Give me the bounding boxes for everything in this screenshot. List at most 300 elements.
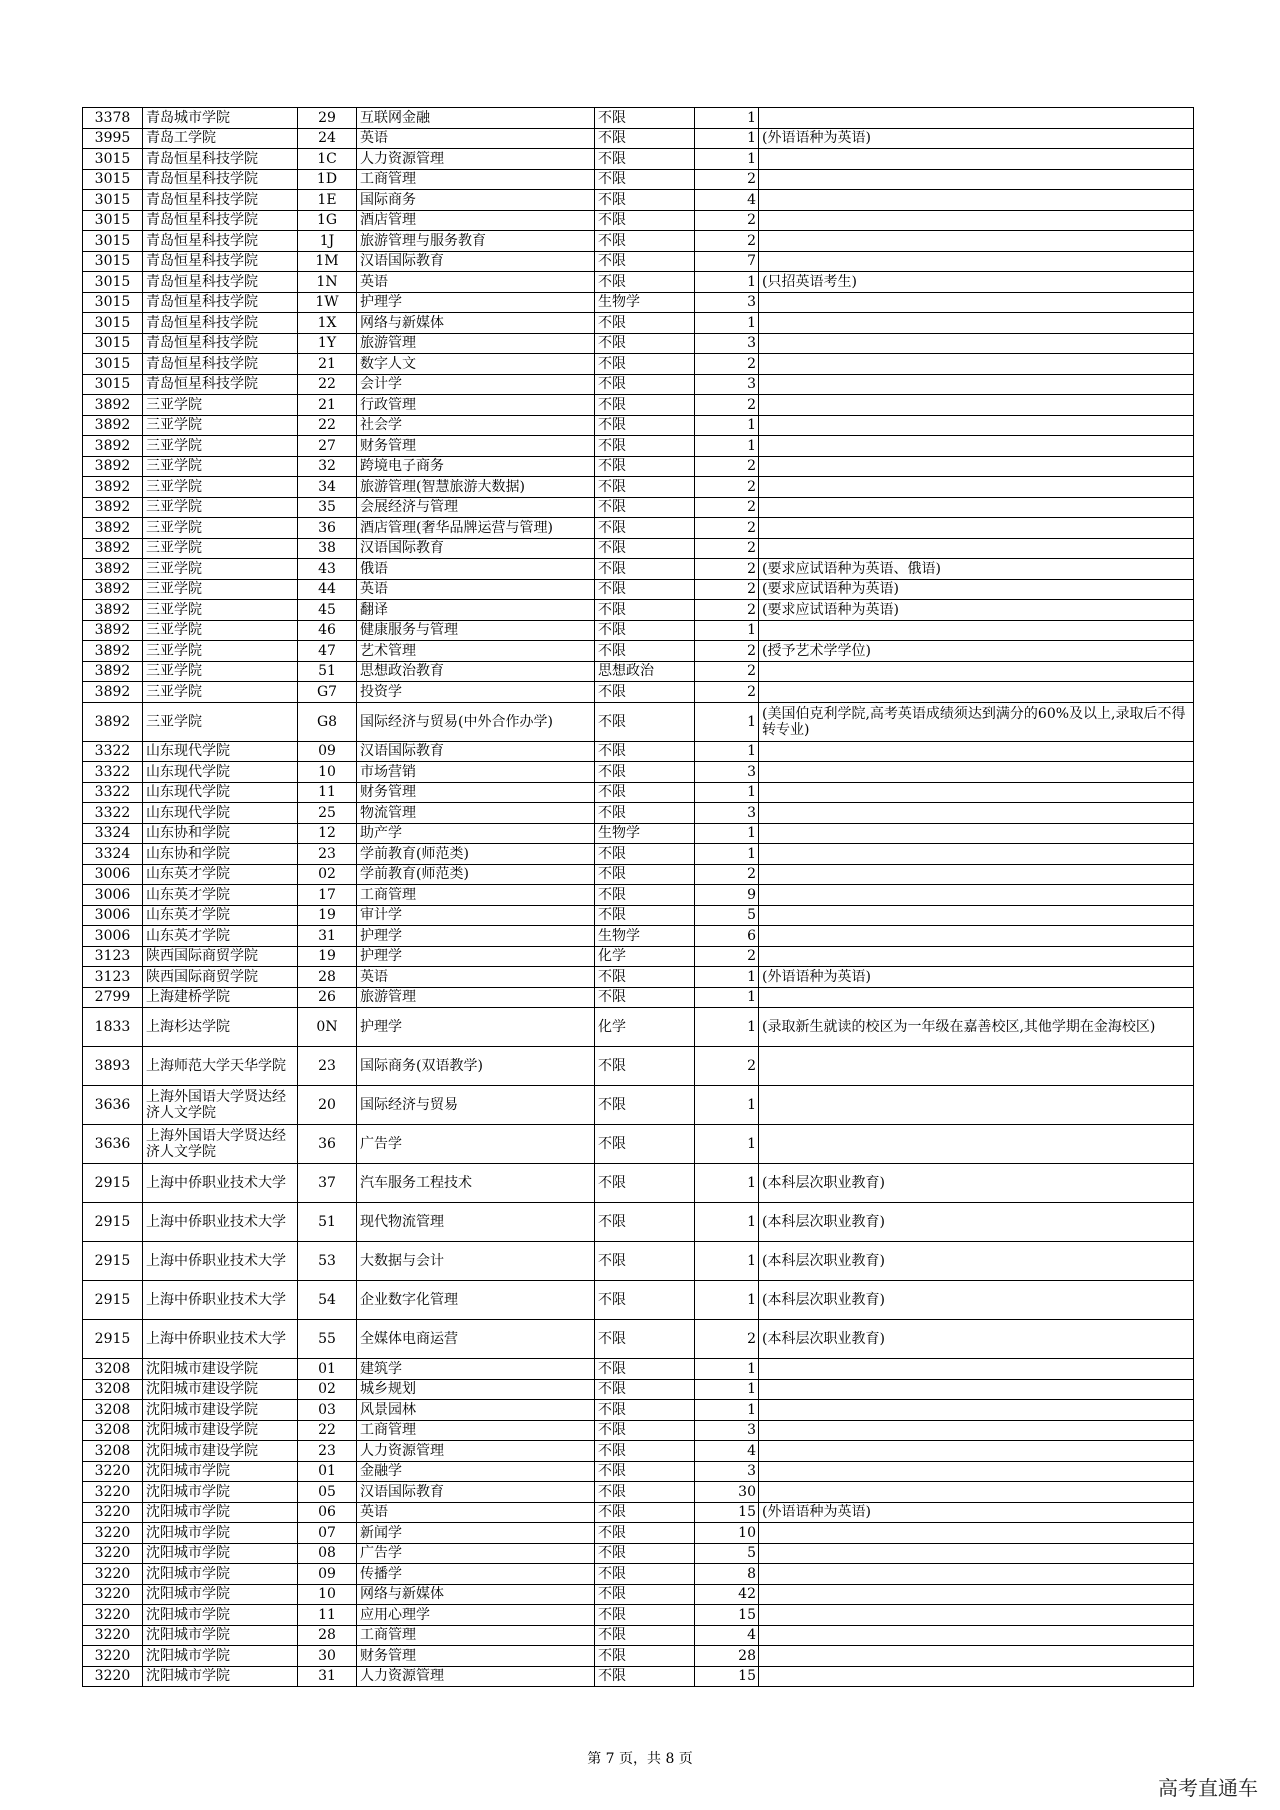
plan-count-cell: 1 bbox=[695, 313, 759, 334]
school-code-cell: 3892 bbox=[83, 395, 143, 416]
admission-plan-table bbox=[82, 107, 1194, 1687]
school-code-cell: 2915 bbox=[83, 1203, 143, 1242]
remarks-cell bbox=[759, 395, 1194, 416]
table-row bbox=[83, 149, 1194, 170]
remarks-cell bbox=[759, 1420, 1194, 1441]
major-code-cell: 21 bbox=[298, 354, 357, 375]
remarks-cell: (本科层次职业教育) bbox=[759, 1320, 1194, 1359]
major-code-cell: 45 bbox=[298, 600, 357, 621]
school-name-cell: 沈阳城市学院 bbox=[143, 1605, 298, 1626]
table-row bbox=[83, 559, 1194, 580]
remarks-cell bbox=[759, 415, 1194, 436]
school-code-cell: 3220 bbox=[83, 1646, 143, 1667]
table-row bbox=[83, 1359, 1194, 1380]
plan-count-cell: 2 bbox=[695, 600, 759, 621]
remarks-cell: (本科层次职业教育) bbox=[759, 1203, 1194, 1242]
school-name-cell: 三亚学院 bbox=[143, 415, 298, 436]
major-name-cell: 城乡规划 bbox=[357, 1379, 595, 1400]
school-name-cell: 三亚学院 bbox=[143, 518, 298, 539]
subject-requirement-cell: 不限 bbox=[595, 1625, 695, 1646]
remarks-cell bbox=[759, 1086, 1194, 1125]
plan-count-cell: 3 bbox=[695, 1420, 759, 1441]
table-row bbox=[83, 456, 1194, 477]
table-row bbox=[83, 333, 1194, 354]
remarks-cell bbox=[759, 844, 1194, 865]
school-name-cell: 青岛恒星科技学院 bbox=[143, 169, 298, 190]
subject-requirement-cell: 不限 bbox=[595, 1086, 695, 1125]
remarks-cell: (外语语种为英语) bbox=[759, 128, 1194, 149]
school-code-cell: 3015 bbox=[83, 149, 143, 170]
major-name-cell: 广告学 bbox=[357, 1125, 595, 1164]
plan-count-cell: 1 bbox=[695, 620, 759, 641]
subject-requirement-cell: 不限 bbox=[595, 579, 695, 600]
major-name-cell: 人力资源管理 bbox=[357, 149, 595, 170]
major-code-cell: 03 bbox=[298, 1400, 357, 1421]
subject-requirement-cell: 不限 bbox=[595, 1543, 695, 1564]
plan-count-cell: 4 bbox=[695, 1625, 759, 1646]
school-code-cell: 3220 bbox=[83, 1564, 143, 1585]
school-name-cell: 沈阳城市学院 bbox=[143, 1564, 298, 1585]
table-row bbox=[83, 946, 1194, 967]
school-code-cell: 3378 bbox=[83, 108, 143, 129]
school-code-cell: 3220 bbox=[83, 1461, 143, 1482]
table-row bbox=[83, 967, 1194, 988]
plan-count-cell: 5 bbox=[695, 905, 759, 926]
major-code-cell: 28 bbox=[298, 967, 357, 988]
major-code-cell: 1Y bbox=[298, 333, 357, 354]
major-name-cell: 健康服务与管理 bbox=[357, 620, 595, 641]
school-code-cell: 3015 bbox=[83, 313, 143, 334]
subject-requirement-cell: 不限 bbox=[595, 1164, 695, 1203]
major-code-cell: 22 bbox=[298, 415, 357, 436]
school-name-cell: 上海外国语大学贤达经济人文学院 bbox=[143, 1125, 298, 1164]
plan-count-cell: 2 bbox=[695, 518, 759, 539]
plan-count-cell: 1 bbox=[695, 823, 759, 844]
subject-requirement-cell: 不限 bbox=[595, 559, 695, 580]
plan-count-cell: 2 bbox=[695, 946, 759, 967]
table-row bbox=[83, 661, 1194, 682]
school-name-cell: 三亚学院 bbox=[143, 620, 298, 641]
subject-requirement-cell: 不限 bbox=[595, 1420, 695, 1441]
plan-count-cell: 2 bbox=[695, 579, 759, 600]
remarks-cell bbox=[759, 333, 1194, 354]
table-row bbox=[83, 354, 1194, 375]
school-name-cell: 三亚学院 bbox=[143, 395, 298, 416]
table-row bbox=[83, 210, 1194, 231]
major-code-cell: 21 bbox=[298, 395, 357, 416]
school-name-cell: 青岛恒星科技学院 bbox=[143, 272, 298, 293]
table-row bbox=[83, 762, 1194, 783]
major-code-cell: 23 bbox=[298, 844, 357, 865]
school-code-cell: 3324 bbox=[83, 823, 143, 844]
major-name-cell: 翻译 bbox=[357, 600, 595, 621]
major-code-cell: 09 bbox=[298, 1564, 357, 1585]
remarks-cell bbox=[759, 823, 1194, 844]
major-name-cell: 网络与新媒体 bbox=[357, 313, 595, 334]
major-code-cell: 35 bbox=[298, 497, 357, 518]
school-name-cell: 青岛恒星科技学院 bbox=[143, 190, 298, 211]
school-code-cell: 3015 bbox=[83, 292, 143, 313]
major-name-cell: 旅游管理(智慧旅游大数据) bbox=[357, 477, 595, 498]
major-name-cell: 英语 bbox=[357, 967, 595, 988]
table-row bbox=[83, 702, 1194, 741]
table-row bbox=[83, 1482, 1194, 1503]
major-name-cell: 物流管理 bbox=[357, 803, 595, 824]
school-name-cell: 沈阳城市建设学院 bbox=[143, 1379, 298, 1400]
subject-requirement-cell: 不限 bbox=[595, 395, 695, 416]
table-row bbox=[83, 1441, 1194, 1462]
table-row bbox=[83, 782, 1194, 803]
school-code-cell: 3220 bbox=[83, 1482, 143, 1503]
plan-count-cell: 1 bbox=[695, 436, 759, 457]
major-name-cell: 财务管理 bbox=[357, 1646, 595, 1667]
subject-requirement-cell: 不限 bbox=[595, 864, 695, 885]
remarks-cell bbox=[759, 885, 1194, 906]
remarks-cell bbox=[759, 477, 1194, 498]
school-code-cell: 3015 bbox=[83, 333, 143, 354]
subject-requirement-cell: 不限 bbox=[595, 1441, 695, 1462]
subject-requirement-cell: 不限 bbox=[595, 682, 695, 703]
school-name-cell: 三亚学院 bbox=[143, 456, 298, 477]
school-code-cell: 3892 bbox=[83, 436, 143, 457]
subject-requirement-cell: 不限 bbox=[595, 641, 695, 662]
major-name-cell: 建筑学 bbox=[357, 1359, 595, 1380]
plan-count-cell: 1 bbox=[695, 128, 759, 149]
school-name-cell: 山东现代学院 bbox=[143, 782, 298, 803]
table-row bbox=[83, 926, 1194, 947]
school-name-cell: 山东协和学院 bbox=[143, 844, 298, 865]
table-row bbox=[83, 885, 1194, 906]
school-name-cell: 上海中侨职业技术大学 bbox=[143, 1242, 298, 1281]
school-code-cell: 3220 bbox=[83, 1605, 143, 1626]
major-code-cell: 26 bbox=[298, 987, 357, 1008]
remarks-cell bbox=[759, 905, 1194, 926]
school-code-cell: 2915 bbox=[83, 1320, 143, 1359]
remarks-cell bbox=[759, 497, 1194, 518]
school-code-cell: 3322 bbox=[83, 782, 143, 803]
plan-count-cell: 2 bbox=[695, 661, 759, 682]
school-name-cell: 三亚学院 bbox=[143, 436, 298, 457]
school-code-cell: 3636 bbox=[83, 1125, 143, 1164]
major-name-cell: 国际商务(双语教学) bbox=[357, 1047, 595, 1086]
plan-count-cell: 1 bbox=[695, 741, 759, 762]
school-code-cell: 3220 bbox=[83, 1543, 143, 1564]
school-code-cell: 3015 bbox=[83, 190, 143, 211]
major-name-cell: 英语 bbox=[357, 128, 595, 149]
table-row bbox=[83, 436, 1194, 457]
remarks-cell bbox=[759, 1605, 1194, 1626]
major-name-cell: 国际经济与贸易 bbox=[357, 1086, 595, 1125]
major-name-cell: 旅游管理 bbox=[357, 333, 595, 354]
school-code-cell: 3123 bbox=[83, 946, 143, 967]
school-name-cell: 陕西国际商贸学院 bbox=[143, 967, 298, 988]
plan-count-cell: 1 bbox=[695, 1379, 759, 1400]
plan-count-cell: 28 bbox=[695, 1646, 759, 1667]
major-code-cell: 37 bbox=[298, 1164, 357, 1203]
plan-count-cell: 3 bbox=[695, 762, 759, 783]
school-code-cell: 3006 bbox=[83, 885, 143, 906]
major-code-cell: 19 bbox=[298, 905, 357, 926]
school-code-cell: 3892 bbox=[83, 600, 143, 621]
major-code-cell: 1N bbox=[298, 272, 357, 293]
major-code-cell: 12 bbox=[298, 823, 357, 844]
plan-count-cell: 3 bbox=[695, 803, 759, 824]
major-name-cell: 工商管理 bbox=[357, 169, 595, 190]
plan-count-cell: 30 bbox=[695, 1482, 759, 1503]
plan-count-cell: 2 bbox=[695, 1047, 759, 1086]
major-code-cell: 27 bbox=[298, 436, 357, 457]
remarks-cell bbox=[759, 518, 1194, 539]
school-code-cell: 3006 bbox=[83, 926, 143, 947]
school-name-cell: 山东现代学院 bbox=[143, 762, 298, 783]
table-row bbox=[83, 641, 1194, 662]
subject-requirement-cell: 不限 bbox=[595, 1320, 695, 1359]
subject-requirement-cell: 不限 bbox=[595, 844, 695, 865]
school-name-cell: 沈阳城市学院 bbox=[143, 1584, 298, 1605]
school-name-cell: 沈阳城市建设学院 bbox=[143, 1359, 298, 1380]
major-name-cell: 新闻学 bbox=[357, 1523, 595, 1544]
plan-count-cell: 1 bbox=[695, 782, 759, 803]
major-name-cell: 工商管理 bbox=[357, 1420, 595, 1441]
subject-requirement-cell: 不限 bbox=[595, 272, 695, 293]
plan-count-cell: 2 bbox=[695, 682, 759, 703]
school-name-cell: 青岛恒星科技学院 bbox=[143, 149, 298, 170]
school-code-cell: 3220 bbox=[83, 1625, 143, 1646]
table-row bbox=[83, 538, 1194, 559]
table-row bbox=[83, 741, 1194, 762]
major-name-cell: 酒店管理 bbox=[357, 210, 595, 231]
major-name-cell: 护理学 bbox=[357, 946, 595, 967]
major-name-cell: 互联网金融 bbox=[357, 108, 595, 129]
subject-requirement-cell: 不限 bbox=[595, 600, 695, 621]
school-name-cell: 沈阳城市建设学院 bbox=[143, 1400, 298, 1421]
school-name-cell: 上海建桥学院 bbox=[143, 987, 298, 1008]
major-name-cell: 风景园林 bbox=[357, 1400, 595, 1421]
subject-requirement-cell: 不限 bbox=[595, 313, 695, 334]
school-name-cell: 沈阳城市学院 bbox=[143, 1502, 298, 1523]
subject-requirement-cell: 思想政治 bbox=[595, 661, 695, 682]
major-name-cell: 旅游管理与服务教育 bbox=[357, 231, 595, 252]
plan-count-cell: 5 bbox=[695, 1543, 759, 1564]
school-name-cell: 沈阳城市建设学院 bbox=[143, 1441, 298, 1462]
school-name-cell: 沈阳城市学院 bbox=[143, 1625, 298, 1646]
plan-count-cell: 2 bbox=[695, 477, 759, 498]
subject-requirement-cell: 不限 bbox=[595, 762, 695, 783]
table-row bbox=[83, 1125, 1194, 1164]
subject-requirement-cell: 不限 bbox=[595, 1523, 695, 1544]
major-code-cell: 22 bbox=[298, 374, 357, 395]
school-name-cell: 上海杉达学院 bbox=[143, 1008, 298, 1047]
table-row bbox=[83, 844, 1194, 865]
plan-count-cell: 2 bbox=[695, 354, 759, 375]
subject-requirement-cell: 不限 bbox=[595, 803, 695, 824]
major-name-cell: 护理学 bbox=[357, 292, 595, 313]
major-code-cell: 51 bbox=[298, 1203, 357, 1242]
plan-count-cell: 2 bbox=[695, 169, 759, 190]
plan-count-cell: 3 bbox=[695, 292, 759, 313]
table-row bbox=[83, 1420, 1194, 1441]
subject-requirement-cell: 不限 bbox=[595, 415, 695, 436]
school-code-cell: 3892 bbox=[83, 497, 143, 518]
plan-count-cell: 15 bbox=[695, 1605, 759, 1626]
remarks-cell bbox=[759, 231, 1194, 252]
table-row bbox=[83, 1543, 1194, 1564]
school-name-cell: 沈阳城市学院 bbox=[143, 1666, 298, 1687]
table-row bbox=[83, 1666, 1194, 1687]
major-code-cell: G7 bbox=[298, 682, 357, 703]
major-name-cell: 汉语国际教育 bbox=[357, 1482, 595, 1503]
major-name-cell: 审计学 bbox=[357, 905, 595, 926]
remarks-cell bbox=[759, 149, 1194, 170]
school-name-cell: 沈阳城市学院 bbox=[143, 1461, 298, 1482]
major-name-cell: 汉语国际教育 bbox=[357, 538, 595, 559]
school-code-cell: 3015 bbox=[83, 231, 143, 252]
school-name-cell: 青岛城市学院 bbox=[143, 108, 298, 129]
major-code-cell: 06 bbox=[298, 1502, 357, 1523]
school-code-cell: 3892 bbox=[83, 641, 143, 662]
major-code-cell: G8 bbox=[298, 702, 357, 741]
table-row bbox=[83, 190, 1194, 211]
school-name-cell: 山东协和学院 bbox=[143, 823, 298, 844]
subject-requirement-cell: 不限 bbox=[595, 741, 695, 762]
subject-requirement-cell: 不限 bbox=[595, 1281, 695, 1320]
table-row bbox=[83, 169, 1194, 190]
table-row bbox=[83, 272, 1194, 293]
subject-requirement-cell: 不限 bbox=[595, 1379, 695, 1400]
major-code-cell: 29 bbox=[298, 108, 357, 129]
major-code-cell: 1C bbox=[298, 149, 357, 170]
school-code-cell: 3208 bbox=[83, 1379, 143, 1400]
table-row bbox=[83, 600, 1194, 621]
major-name-cell: 财务管理 bbox=[357, 436, 595, 457]
subject-requirement-cell: 不限 bbox=[595, 987, 695, 1008]
school-code-cell: 3892 bbox=[83, 682, 143, 703]
major-code-cell: 32 bbox=[298, 456, 357, 477]
school-code-cell: 3015 bbox=[83, 354, 143, 375]
plan-count-cell: 1 bbox=[695, 1203, 759, 1242]
remarks-cell bbox=[759, 1125, 1194, 1164]
plan-count-cell: 6 bbox=[695, 926, 759, 947]
major-code-cell: 11 bbox=[298, 782, 357, 803]
subject-requirement-cell: 不限 bbox=[595, 782, 695, 803]
school-code-cell: 1833 bbox=[83, 1008, 143, 1047]
major-code-cell: 51 bbox=[298, 661, 357, 682]
remarks-cell bbox=[759, 456, 1194, 477]
remarks-cell: (要求应试语种为英语) bbox=[759, 600, 1194, 621]
remarks-cell: (外语语种为英语) bbox=[759, 1502, 1194, 1523]
plan-count-cell: 1 bbox=[695, 702, 759, 741]
remarks-cell bbox=[759, 1359, 1194, 1380]
major-code-cell: 0N bbox=[298, 1008, 357, 1047]
major-code-cell: 20 bbox=[298, 1086, 357, 1125]
major-name-cell: 人力资源管理 bbox=[357, 1441, 595, 1462]
school-name-cell: 青岛恒星科技学院 bbox=[143, 354, 298, 375]
table-row bbox=[83, 415, 1194, 436]
major-code-cell: 01 bbox=[298, 1359, 357, 1380]
major-code-cell: 55 bbox=[298, 1320, 357, 1359]
school-name-cell: 沈阳城市建设学院 bbox=[143, 1420, 298, 1441]
school-name-cell: 山东现代学院 bbox=[143, 803, 298, 824]
subject-requirement-cell: 不限 bbox=[595, 1047, 695, 1086]
school-code-cell: 3322 bbox=[83, 762, 143, 783]
plan-count-cell: 1 bbox=[695, 1281, 759, 1320]
major-code-cell: 36 bbox=[298, 1125, 357, 1164]
school-code-cell: 3015 bbox=[83, 210, 143, 231]
school-name-cell: 三亚学院 bbox=[143, 538, 298, 559]
table-row bbox=[83, 1281, 1194, 1320]
remarks-cell bbox=[759, 1461, 1194, 1482]
remarks-cell bbox=[759, 661, 1194, 682]
school-code-cell: 3636 bbox=[83, 1086, 143, 1125]
school-name-cell: 三亚学院 bbox=[143, 641, 298, 662]
remarks-cell: (外语语种为英语) bbox=[759, 967, 1194, 988]
remarks-cell bbox=[759, 374, 1194, 395]
remarks-cell bbox=[759, 538, 1194, 559]
school-code-cell: 3123 bbox=[83, 967, 143, 988]
table-row bbox=[83, 292, 1194, 313]
table-row bbox=[83, 251, 1194, 272]
school-code-cell: 3892 bbox=[83, 620, 143, 641]
major-code-cell: 1M bbox=[298, 251, 357, 272]
major-name-cell: 大数据与会计 bbox=[357, 1242, 595, 1281]
subject-requirement-cell: 不限 bbox=[595, 374, 695, 395]
major-name-cell: 国际商务 bbox=[357, 190, 595, 211]
school-name-cell: 青岛恒星科技学院 bbox=[143, 231, 298, 252]
subject-requirement-cell: 不限 bbox=[595, 436, 695, 457]
plan-count-cell: 10 bbox=[695, 1523, 759, 1544]
table-row bbox=[83, 1379, 1194, 1400]
school-code-cell: 3015 bbox=[83, 272, 143, 293]
table-row bbox=[83, 1242, 1194, 1281]
school-name-cell: 青岛工学院 bbox=[143, 128, 298, 149]
school-code-cell: 3208 bbox=[83, 1420, 143, 1441]
table-row bbox=[83, 1086, 1194, 1125]
plan-count-cell: 1 bbox=[695, 149, 759, 170]
plan-count-cell: 1 bbox=[695, 272, 759, 293]
major-code-cell: 05 bbox=[298, 1482, 357, 1503]
subject-requirement-cell: 不限 bbox=[595, 354, 695, 375]
table-row bbox=[83, 620, 1194, 641]
major-code-cell: 24 bbox=[298, 128, 357, 149]
school-code-cell: 2915 bbox=[83, 1281, 143, 1320]
major-name-cell: 国际经济与贸易(中外合作办学) bbox=[357, 702, 595, 741]
plan-count-cell: 15 bbox=[695, 1502, 759, 1523]
table-row bbox=[83, 128, 1194, 149]
plan-count-cell: 3 bbox=[695, 333, 759, 354]
major-code-cell: 44 bbox=[298, 579, 357, 600]
major-name-cell: 人力资源管理 bbox=[357, 1666, 595, 1687]
school-code-cell: 3006 bbox=[83, 864, 143, 885]
major-code-cell: 34 bbox=[298, 477, 357, 498]
school-name-cell: 上海中侨职业技术大学 bbox=[143, 1203, 298, 1242]
major-code-cell: 1G bbox=[298, 210, 357, 231]
remarks-cell bbox=[759, 1400, 1194, 1421]
major-name-cell: 学前教育(师范类) bbox=[357, 864, 595, 885]
table-row bbox=[83, 374, 1194, 395]
table-row bbox=[83, 682, 1194, 703]
major-name-cell: 投资学 bbox=[357, 682, 595, 703]
table-row bbox=[83, 1605, 1194, 1626]
school-name-cell: 山东现代学院 bbox=[143, 741, 298, 762]
plan-count-cell: 1 bbox=[695, 967, 759, 988]
subject-requirement-cell: 不限 bbox=[595, 190, 695, 211]
remarks-cell bbox=[759, 251, 1194, 272]
remarks-cell bbox=[759, 987, 1194, 1008]
major-code-cell: 09 bbox=[298, 741, 357, 762]
table-row bbox=[83, 1564, 1194, 1585]
school-name-cell: 三亚学院 bbox=[143, 477, 298, 498]
remarks-cell: (要求应试语种为英语、俄语) bbox=[759, 559, 1194, 580]
